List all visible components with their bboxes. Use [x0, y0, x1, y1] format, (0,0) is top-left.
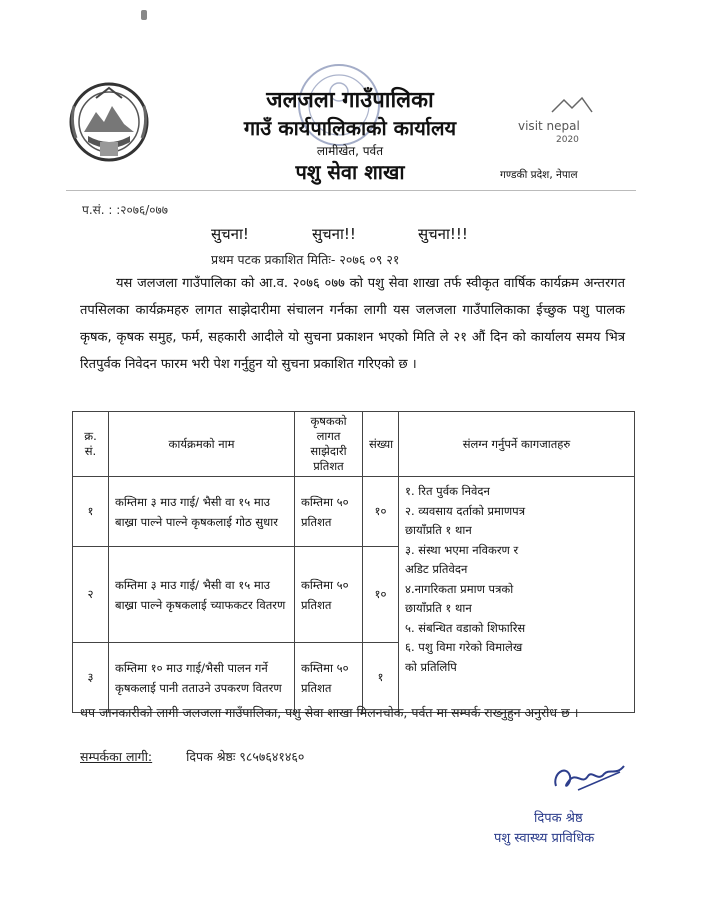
notice-body: यस जलजला गाउँपालिका को आ.व. २०७६ ०७७ को पशु सेवा शाखा तर्फ स्वीकृत वार्षिक कार्यक्रम अन्तरगत तपसिलका कार्यक्रमहरु लागत साझेदारीमा संचालन गर्नका लागी यस जलजला गाउँपालिकाका ईच्छुक पशु पालक कृषक, कृषक समुह, फर्म, सहकारी आदीले यो सुचना प्रकाशन भएको मिति ले २१ औं दिन को कार्यालय समय भित्र रितपुर्वक निवेदन फारम भरी पेश गर्नुहुन यो सुचना प्रकाशित गरिएको छ ।	[80, 276, 625, 372]
reference-number: प.सं. : :२०७६/०७७	[82, 203, 168, 217]
row-sn: ३	[73, 643, 109, 713]
document-item: २. व्यवसाय दर्ताको प्रमाणपत्र	[405, 503, 526, 518]
row-program: कम्तिमा १० माउ गाई/भैसी पालन गर्ने कृषकलाई पानी तताउने उपकरण वितरण	[109, 643, 295, 713]
contact-line	[80, 748, 304, 765]
document-item: अडिट प्रतिवेदन	[405, 562, 468, 576]
document-item: छायाँप्रति १ थान	[405, 523, 472, 537]
row-share: कम्तिमा ५० प्रतिशत	[295, 547, 363, 643]
header-sn: क्र. सं.	[73, 412, 109, 477]
notice-heading: सुचना!!	[312, 225, 356, 243]
publication-date: प्रथम पटक प्रकाशित मितिः- २०७६ ०९ २१	[211, 252, 400, 267]
header-program: कार्यक्रमको नाम	[109, 412, 295, 477]
header-share: कृषकको लागत साझेदारी प्रतिशत	[295, 412, 363, 477]
paper-speck	[141, 10, 147, 20]
signatory-title: पशु स्वास्थ्य प्राविधिक	[494, 831, 595, 846]
row-program: कम्तिमा ३ माउ गाई/ भैसी वा १५ माउ बाख्रा पाल्ने कृषकलाई च्याफकटर वितरण	[109, 547, 295, 643]
footer-contact-note: थप जानकारीको लागी जलजला गाउँपालिका, पशु सेवा शाखा मिलनचोक, पर्वत मा सम्पर्क राख्नुहुन अनुरोध छ ।	[80, 705, 579, 720]
document-item: १. रित पुर्वक निवेदन	[405, 484, 490, 498]
header-count: संख्या	[363, 412, 399, 477]
table-row	[73, 477, 635, 547]
notice-heading: सुचना!!!	[418, 225, 468, 243]
program-table	[72, 411, 635, 713]
row-share: कम्तिमा ५० प्रतिशत	[295, 477, 363, 547]
document-item: ३. संस्था भएमा नविकरण र	[405, 542, 519, 557]
contact-label: सम्पर्कका लागी:	[80, 749, 153, 764]
row-sn: १	[73, 477, 109, 547]
office-title: जलजला गाउँपालिका	[266, 88, 434, 113]
contact-value: दिपक श्रेष्ठः ९८५७६४१४६०	[186, 749, 305, 764]
row-count: १०	[363, 477, 399, 547]
document-item: ४.नागरिकता प्रमाण पत्रको	[405, 581, 514, 596]
signature-icon	[548, 756, 628, 796]
row-program: कम्तिमा ३ माउ गाई/ भैसी वा १५ माउ बाख्रा पाल्ने पाल्ने कृषकलाई गोठ सुधार	[109, 477, 295, 547]
signatory-name: दिपक श्रेष्ठ	[534, 811, 583, 826]
province-name: गण्डकी प्रदेश, नेपाल	[500, 169, 578, 181]
visit-logo-year: 2020	[556, 135, 579, 145]
header-docs: संलग्न गर्नुपर्ने कागजातहरु	[399, 412, 635, 477]
row-count: १	[363, 643, 399, 713]
notice-heading-row	[0, 224, 703, 246]
visit-nepal-logo-icon	[512, 96, 610, 148]
nepal-emblem-icon	[66, 76, 152, 168]
document-item: ५. संबन्धित वडाको शिफारिस	[405, 620, 526, 635]
office-location: लामीखेत, पर्वत	[316, 144, 384, 158]
branch-name: पशु सेवा शाखा	[295, 160, 405, 184]
visit-logo-text: visit nepal	[518, 119, 580, 133]
document-item: ६. पशु विमा गरेको विमालेख	[405, 640, 523, 654]
office-subtitle: गाउँ कार्यपालिकाको कार्यालय	[243, 116, 457, 140]
table-header-row	[73, 412, 635, 477]
row-sn: २	[73, 547, 109, 643]
header-divider	[66, 190, 636, 191]
notice-heading: सुचना!	[211, 225, 249, 243]
row-count: १०	[363, 547, 399, 643]
required-documents	[399, 477, 635, 713]
row-share: कम्तिमा ५० प्रतिशत	[295, 643, 363, 713]
document-item: को प्रतिलिपि	[405, 659, 457, 674]
document-item: छायाँप्रति १ थान	[405, 601, 472, 615]
